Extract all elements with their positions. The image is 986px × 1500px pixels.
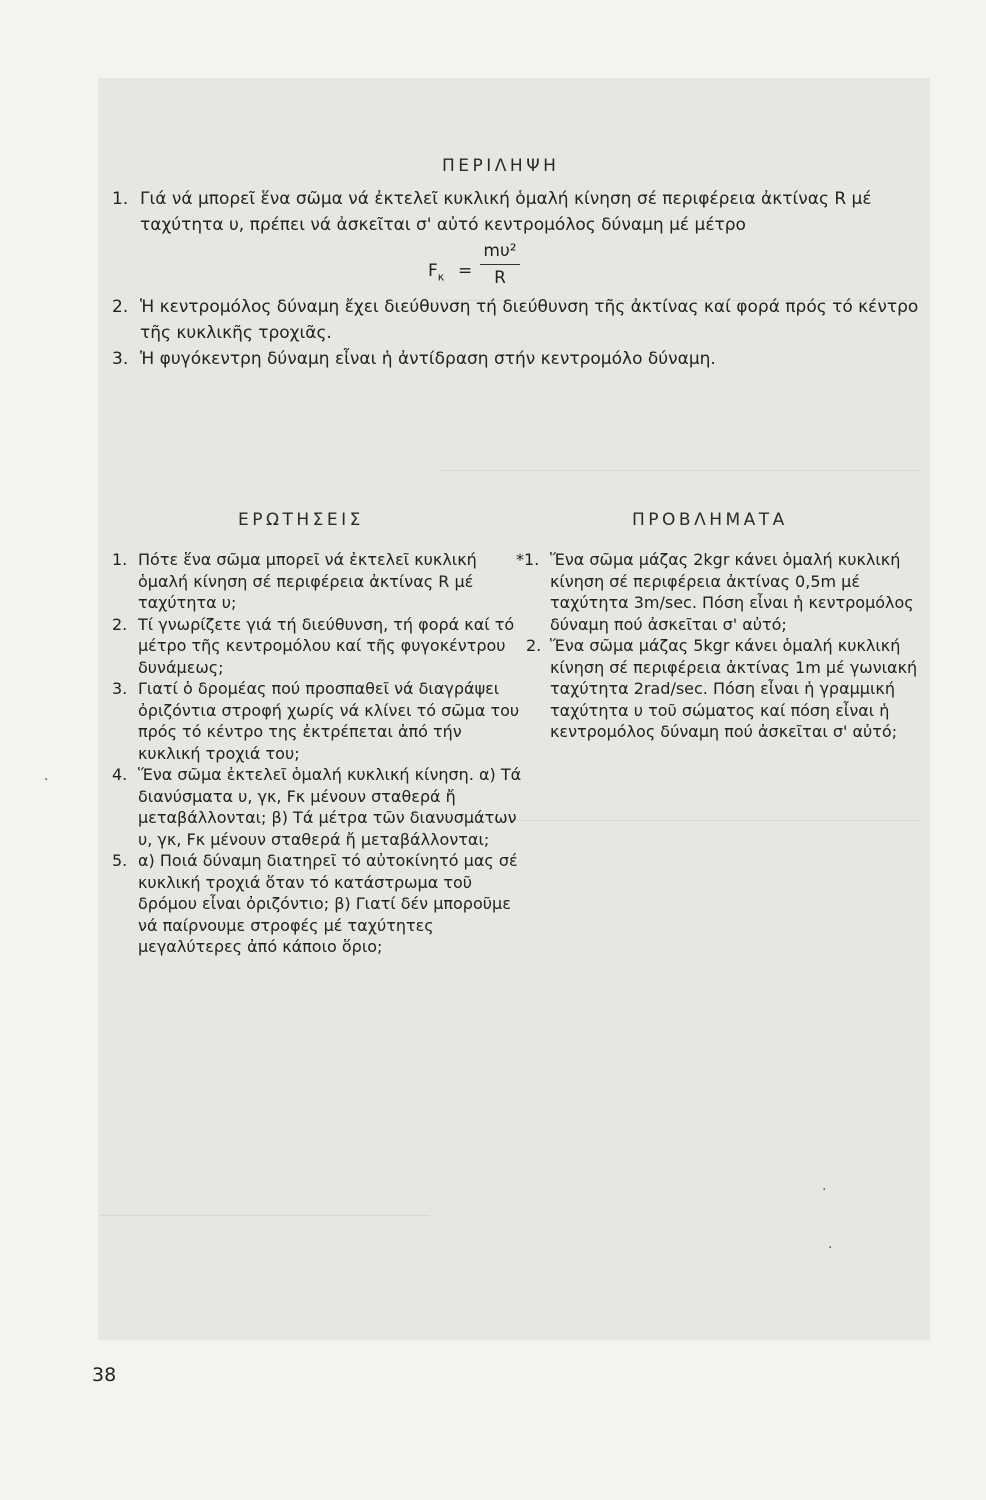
formula-lhs — [428, 258, 444, 290]
summary-item-text: Ἡ κεντρομόλος δύναμη ἔχει διεύθυνση τή διεύθυνση τῆς ἀκτίνας καί φορά πρός τό κέντρο τῆς κυκλικῆς τροχιᾶς. — [140, 297, 919, 343]
question-number: 1. — [112, 550, 128, 569]
summary-item — [112, 346, 920, 372]
question-text: α) Ποιά δύναμη διατηρεῖ τό αὐτοκίνητό μας σέ κυκλική τροχιά ὅταν τό κατάστρωμα τοῦ δρόμου εἶναι ὀριζόντιο; β) Γιατί δέν μποροῦμε νά παίρνουμε στροφές μέ ταχύτητες μεγαλύτερες ἀπό κάποιο ὅριο; — [138, 851, 518, 956]
centripetal-formula — [112, 238, 920, 294]
summary-item-text: Γιά νά μπορεῖ ἕνα σῶμα νά ἐκτελεῖ κυκλική ὁμαλή κίνηση σέ περιφέρεια ἀκτίνας R μέ ταχύτητα υ, πρέπει νά ἀσκεῖται σ' αὐτό κεντρομόλος δύναμη μέ μέτρο — [140, 189, 872, 235]
question-text: Πότε ἕνα σῶμα μπορεῖ νά ἐκτελεῖ κυκλική ὁμαλή κίνηση σέ περιφέρεια ἀκτίνας R μέ ταχύτητα υ; — [138, 550, 477, 612]
page-number: 38 — [92, 1364, 117, 1386]
formula-equals: = — [458, 261, 473, 281]
formula-lhs-subscript: κ — [437, 270, 445, 284]
problem-number: 2. — [526, 636, 542, 655]
problems-list — [516, 549, 920, 743]
formula-fraction — [480, 240, 520, 289]
scan-speck: · — [822, 1182, 827, 1198]
summary-section — [112, 186, 920, 372]
problems-heading: ΠΡΟΒΛΗΜΑΤΑ — [632, 510, 788, 530]
question-item — [112, 764, 526, 850]
questions-list — [112, 549, 526, 958]
question-number: 4. — [112, 765, 128, 784]
formula-numerator: mυ² — [483, 241, 517, 261]
question-item — [112, 850, 526, 958]
formula-lhs-symbol: F — [428, 261, 438, 281]
bleed-line — [440, 470, 920, 471]
formula-denominator: R — [494, 268, 506, 288]
problem-text: Ἕνα σῶμα μάζας 2kgr κάνει ὁμαλή κυκλική κίνηση σέ περιφέρεια ἀκτίνας 0,5m μέ ταχύτητα 3m/sec. Πόση εἶναι ἡ κεντρομόλος δύναμη πού ἀσκεῖται σ' αὐτό; — [550, 550, 914, 634]
question-text: Τί γνωρίζετε γιά τή διεύθυνση, τή φορά καί τό μέτρο τῆς κεντρομόλου καί τῆς φυγοκέντρου δυνάμεως; — [138, 614, 515, 677]
problem-number: *1. — [516, 550, 540, 569]
summary-item-number: 3. — [112, 349, 129, 369]
question-number: 3. — [112, 679, 128, 698]
problem-text: Ἕνα σῶμα μάζας 5kgr κάνει ὁμαλή κυκλική κίνηση σέ περιφέρεια ἀκτίνας 1m μέ γωνιακή ταχύτητα 2rad/sec. Πόση εἶναι ἡ γραμμική ταχύτητα υ τοῦ σώματος καί πόση εἶναι ἡ κεντρομόλος δύναμη πού ἀσκεῖται σ' αὐτό; — [550, 636, 918, 741]
problem-item — [516, 549, 920, 635]
question-number: 5. — [112, 851, 128, 870]
question-item — [112, 549, 526, 614]
bleed-line — [100, 1215, 430, 1216]
summary-heading: ΠΕΡΙΛΗΨΗ — [442, 156, 560, 176]
scan-speck: · — [44, 772, 49, 788]
summary-item — [112, 294, 920, 346]
questions-heading: ΕΡΩΤΗΣΕΙΣ — [238, 510, 364, 530]
summary-item-text: Ἡ φυγόκεντρη δύναμη εἶναι ἡ ἀντίδραση στήν κεντρομόλο δύναμη. — [140, 349, 716, 369]
question-item — [112, 678, 526, 764]
question-number: 2. — [112, 614, 128, 634]
fraction-bar — [480, 264, 520, 265]
question-text: Ἕνα σῶμα ἐκτελεῖ ὁμαλή κυκλική κίνηση. α) Τά διανύσματα υ, γκ, Fκ μένουν σταθερά ἤ μεταβάλλονται; β) Τά μέτρα τῶν διανυσμάτων υ, γκ, Fκ μένουν σταθερά ἤ μεταβάλλονται; — [138, 765, 522, 849]
summary-item — [112, 186, 920, 238]
question-item — [112, 614, 526, 679]
problem-item — [528, 635, 920, 743]
summary-item-number: 2. — [112, 297, 129, 317]
question-text: Γιατί ὁ δρομέας πού προσπαθεῖ νά διαγράψει ὀριζόντια στροφή χωρίς νά κλίνει τό σῶμα του πρός τό κέντρο της ἐκτρέπεται ἀπό τήν κυκλική τροχιά του; — [138, 679, 520, 763]
scan-speck: · — [828, 1240, 833, 1256]
summary-item-number: 1. — [112, 189, 129, 209]
